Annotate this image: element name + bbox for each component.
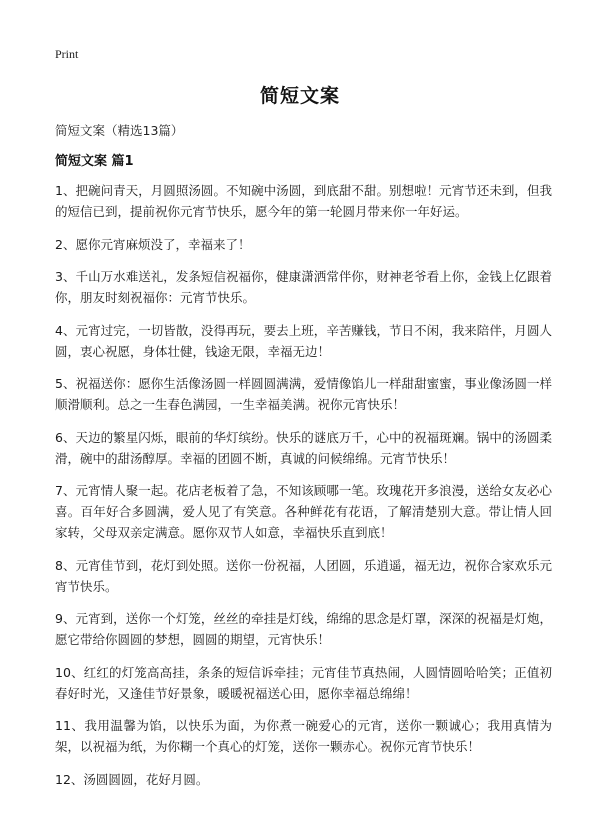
paragraph: 9、元宵到，送你一个灯笼，丝丝的牵挂是灯线，绵绵的思念是灯罩，深深的祝福是灯炮，愿它带给你圆圆的梦想，圆圆的期望，元宵快乐！	[55, 611, 552, 647]
paragraph: 4、元宵过完，一切皆散，没得再玩，要去上班，辛苦赚钱，节日不闲，我来陪伴，月圆人圆，衷心祝愿，身体壮健，钱途无限，幸福无边！	[55, 322, 552, 359]
print-label: Print	[55, 47, 79, 61]
paragraph: 10、红红的灯笼高高挂，条条的短信诉牵挂；元宵佳节真热闹，人圆情圆哈哈笑；正值初春好时光，又逢佳节好景象，暖暖祝福送心田，愿你幸福总绵绵！	[55, 664, 552, 701]
paragraph: 8、元宵佳节到，花灯到处照。送你一份祝福，人团圆，乐逍遥，福无边，祝你合家欢乐元宵节快乐。	[55, 557, 552, 594]
paragraph: 6、天边的繁星闪烁，眼前的华灯缤纷。快乐的谜底万千，心中的祝福斑斓。锅中的汤圆柔滑，碗中的甜汤醇厚。幸福的团圆不断，真诚的问候绵绵。元宵节快乐！	[55, 429, 552, 466]
paragraph: 7、元宵情人聚一起。花店老板着了急，不知该顾哪一笔。玫瑰花开多浪漫，送给女友必心喜。百年好合多圆满，爱人见了有笑意。各种鲜花有花语，了解清楚别大意。带让情人回家转，父母双亲定满意。愿你双节人如意，幸福快乐直到底！	[55, 483, 552, 540]
document-content	[55, 180, 552, 801]
document-title: 简短文案	[259, 85, 340, 107]
document-subtitle: 简短文案（精选13篇）	[55, 123, 184, 138]
paragraph: 2、愿你元宵麻烦没了，幸福来了！	[55, 236, 251, 252]
paragraph: 3、千山万水难送礼，发条短信祝福你，健康潇洒常伴你，财神老爷看上你，金钱上亿跟着你，朋友时刻祝福你：元宵节快乐。	[55, 269, 552, 305]
paragraph: 11、我用温馨为馅，以快乐为面，为你煮一碗爱心的元宵，送你一颗诚心；我用真情为架，以祝福为纸，为你糊一个真心的灯笼，送你一颗赤心。祝你元宵节快乐！	[55, 718, 552, 754]
paragraph: 1、把碗问青天，月圆照汤圆。不知碗中汤圆，到底甜不甜。别想啦！元宵节还未到，但我的短信已到，提前祝你元宵节快乐，愿今年的第一轮圆月带来你一年好运。	[55, 183, 552, 219]
paragraph: 5、祝福送你：愿你生活像汤圆一样圆圆满满，爱情像馅儿一样甜甜蜜蜜，事业像汤圆一样顺滑顺利。总之一生春色满园，一生幸福美满。祝你元宵快乐！	[55, 376, 552, 412]
paragraph: 12、汤圆圆圆，花好月圆。	[55, 771, 209, 787]
section-heading: 简短文案 篇1	[55, 154, 134, 169]
